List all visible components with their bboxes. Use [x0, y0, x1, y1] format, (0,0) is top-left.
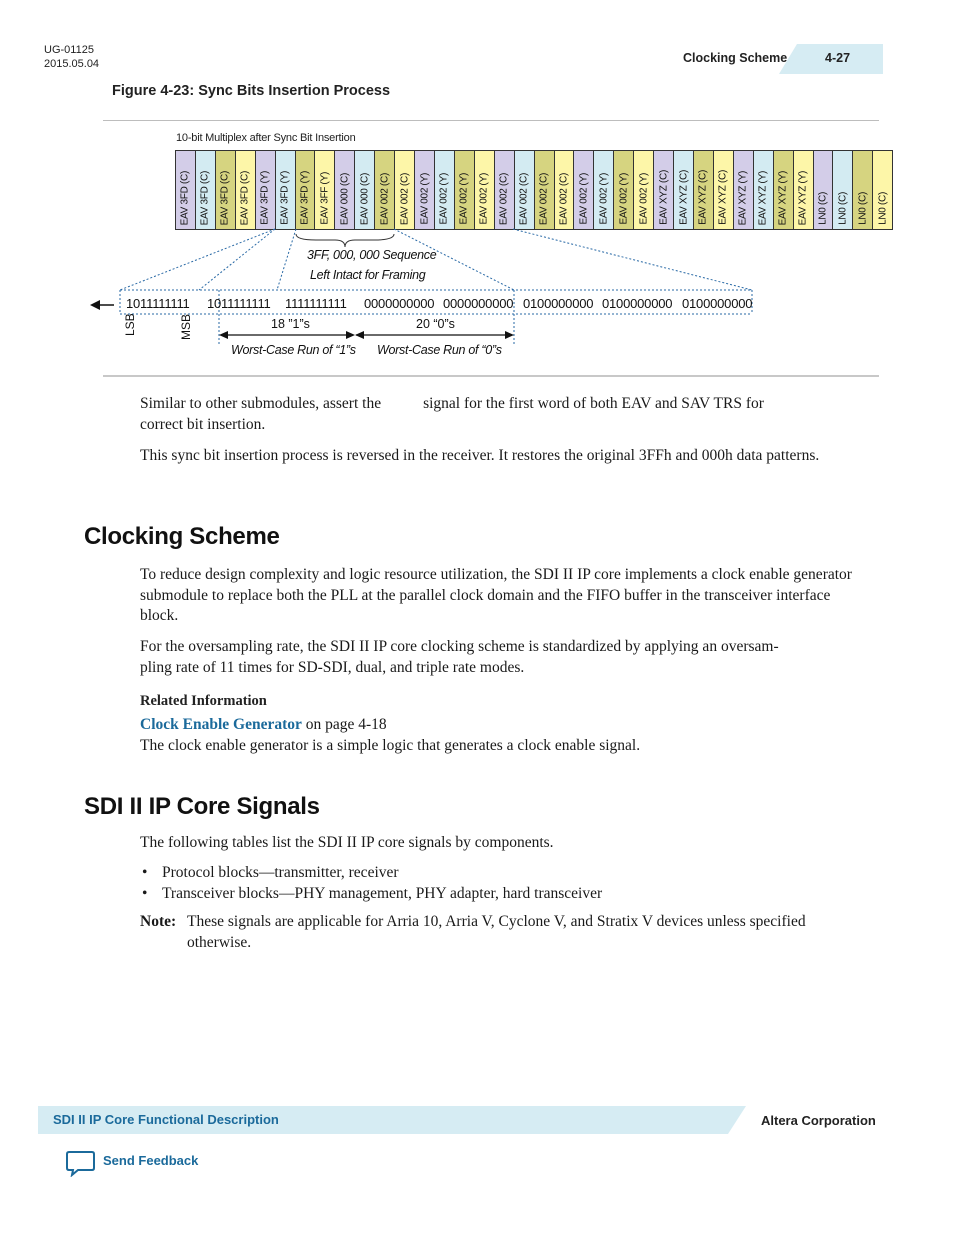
mux-cell-label: EAV 3FD (C)	[219, 170, 231, 225]
mux-cell-label: LN0 (C)	[817, 192, 829, 225]
mux-cell-label: LN0 (C)	[877, 192, 889, 225]
mux-cell-label: EAV 002 (Y)	[419, 173, 431, 225]
mux-cell-label: LN0 (C)	[857, 192, 869, 225]
send-feedback-link[interactable]: Send Feedback	[103, 1153, 199, 1168]
mux-title: 10-bit Multiplex after Sync Bit Insertion	[176, 132, 356, 144]
lsb-arrow-head	[90, 300, 100, 310]
related-info-description: The clock enable generator is a simple logic that generates a clock enable signal.	[140, 737, 641, 754]
note-text	[187, 912, 880, 953]
note-line1: These signals are applicable for Arria 10, Arria V, Cyclone V, and Stratix V devices unless specified	[187, 913, 806, 930]
mux-cell-label: EAV 3FD (Y)	[299, 171, 311, 225]
mux-cell-label: EAV 3FF (Y)	[319, 172, 331, 225]
figure-bottom-rule	[103, 375, 879, 377]
paragraph-receiver-restore: This sync bit insertion process is reversed in the receiver. It restores the original 3FFh and 000h data patterns.	[140, 447, 820, 464]
mux-cell-label: EAV 002 (C)	[379, 172, 391, 225]
mux-cell-label: EAV 002 (C)	[558, 172, 570, 225]
mux-cell-label: EAV 002 (Y)	[638, 173, 650, 225]
mux-cell-label: EAV 002 (C)	[518, 172, 530, 225]
p1-part-c: correct bit insertion.	[140, 415, 266, 433]
clock-enable-generator-link[interactable]: Clock Enable Generator	[140, 716, 302, 733]
connector-line	[199, 229, 275, 290]
paragraph-sync-bit-assert	[140, 394, 870, 435]
p4-line-a: For the oversampling rate, the SDI II IP core clocking scheme is standardized by applying an oversam-	[140, 638, 779, 655]
mux-cell-label: EAV XYZ (Y)	[777, 170, 789, 225]
figure-diagram	[0, 0, 954, 380]
connector-line	[277, 229, 296, 290]
p1-part-a: Similar to other submodules, assert the	[140, 395, 382, 412]
heading-core-signals: SDI II IP Core Signals	[84, 793, 320, 820]
note-block	[140, 912, 880, 953]
mux-cell-label: EAV 3FD (C)	[239, 170, 251, 225]
bit-word: 1011111111	[126, 296, 190, 311]
framing-brace	[296, 234, 394, 247]
doc-id: UG-01125	[44, 44, 94, 56]
paragraph-signals-intro: The following tables list the SDI II IP core signals by components.	[140, 834, 554, 851]
mux-cell-label: EAV 000 (C)	[359, 172, 371, 225]
feedback-speech-bubble-icon[interactable]	[66, 1150, 96, 1177]
mux-cell-label: EAV 3FD (C)	[179, 170, 191, 225]
paragraph-oversampling	[140, 637, 870, 678]
bit-word: 0000000000	[364, 296, 435, 311]
list-item: • Protocol blocks—transmitter, receiver	[140, 862, 602, 883]
p1-part-b: signal for the first word of both EAV and SAV TRS for	[423, 395, 764, 412]
mux-cell-label: LN0 (C)	[837, 192, 849, 225]
figure-caption: Figure 4-23: Sync Bits Insertion Process	[112, 83, 391, 99]
framing-note-line1: 3FF, 000, 000 Sequence	[307, 248, 437, 262]
framing-note-line2: Left Intact for Framing	[310, 268, 426, 282]
mux-cell-label: EAV XYZ (C)	[678, 170, 689, 225]
mux-cell-label: EAV 002 (C)	[538, 172, 550, 225]
zeros-count-label: 20 “0”s	[416, 317, 455, 331]
note-line2: otherwise.	[187, 933, 252, 951]
mux-cell-label: EAV 002 (Y)	[478, 173, 490, 225]
footer-chapter-title[interactable]: SDI II IP Core Functional Description	[53, 1112, 279, 1127]
mux-cell-label: EAV 3FD (Y)	[259, 171, 271, 225]
mux-cell-label: EAV 002 (C)	[498, 172, 510, 225]
zeros-arrow-right	[505, 331, 514, 339]
msb-label: MSB	[179, 313, 193, 340]
bit-word: 0100000000	[523, 296, 594, 311]
footer-company: Altera Corporation	[761, 1113, 876, 1128]
doc-date: 2015.05.04	[44, 58, 100, 70]
related-info-link-line	[140, 715, 870, 736]
bit-word: 0100000000	[602, 296, 673, 311]
mux-cell-label: EAV XYZ (Y)	[757, 170, 769, 225]
ones-arrow-right	[346, 331, 355, 339]
p4-line-b: pling rate of 11 times for SD-SDI, dual, and triple rate modes.	[140, 658, 525, 676]
zeros-run-label: Worst-Case Run of “0”s	[377, 343, 502, 357]
mux-cell-label: EAV XYZ (C)	[658, 170, 670, 225]
mux-cell-label: EAV XYZ (Y)	[737, 170, 749, 225]
connector-line	[513, 229, 752, 290]
bit-word: 0000000000	[443, 296, 514, 311]
zeros-arrow-left	[355, 331, 364, 339]
header-section-title: Clocking Scheme	[683, 51, 788, 65]
mux-cell-label: EAV XYZ (Y)	[797, 170, 809, 225]
mux-cell-label: EAV 002 (C)	[399, 172, 411, 225]
bit-word: 0100000000	[682, 296, 753, 311]
header-page-number: 4-27	[825, 51, 851, 65]
mux-cell-label: EAV 3FD (Y)	[279, 171, 291, 225]
connector-line	[120, 229, 275, 290]
ones-run-label: Worst-Case Run of “1”s	[231, 343, 356, 357]
bit-word: 1111111111	[285, 296, 347, 311]
mux-cell-label: EAV XYZ (C)	[697, 170, 709, 225]
mux-cell-label: EAV 002 (Y)	[458, 173, 470, 225]
heading-clocking-scheme: Clocking Scheme	[84, 523, 280, 550]
mux-cell-label: EAV 3FD (C)	[199, 170, 211, 225]
ones-count-label: 18 ”1”s	[271, 317, 310, 331]
bit-word: 1011111111	[207, 296, 271, 311]
ones-arrow-left	[219, 331, 228, 339]
mux-cell-label: EAV 002 (Y)	[578, 173, 590, 225]
mux-cell-label: EAV XYZ (C)	[717, 170, 729, 225]
mux-cell-label: EAV 002 (Y)	[618, 173, 630, 225]
related-page-ref: on page 4-18	[301, 716, 387, 733]
mux-cell-label: EAV 000 (C)	[339, 172, 351, 225]
lsb-label: LSB	[123, 313, 137, 336]
related-info-heading: Related Information	[140, 693, 267, 709]
mux-cell-label: EAV 002 (Y)	[598, 173, 610, 225]
mux-cell-label: EAV 002 (Y)	[438, 173, 450, 225]
note-label: Note:	[140, 913, 177, 930]
list-item: • Transceiver blocks—PHY management, PHY adapter, hard transceiver	[140, 883, 602, 904]
paragraph-clock-enable: To reduce design complexity and logic resource utilization, the SDI II IP core implements a clock enable generator submodule to replace both the PLL at the parallel clock domain and the FIFO buffer in the transceiver interface block.	[140, 566, 852, 624]
component-list	[140, 862, 602, 904]
